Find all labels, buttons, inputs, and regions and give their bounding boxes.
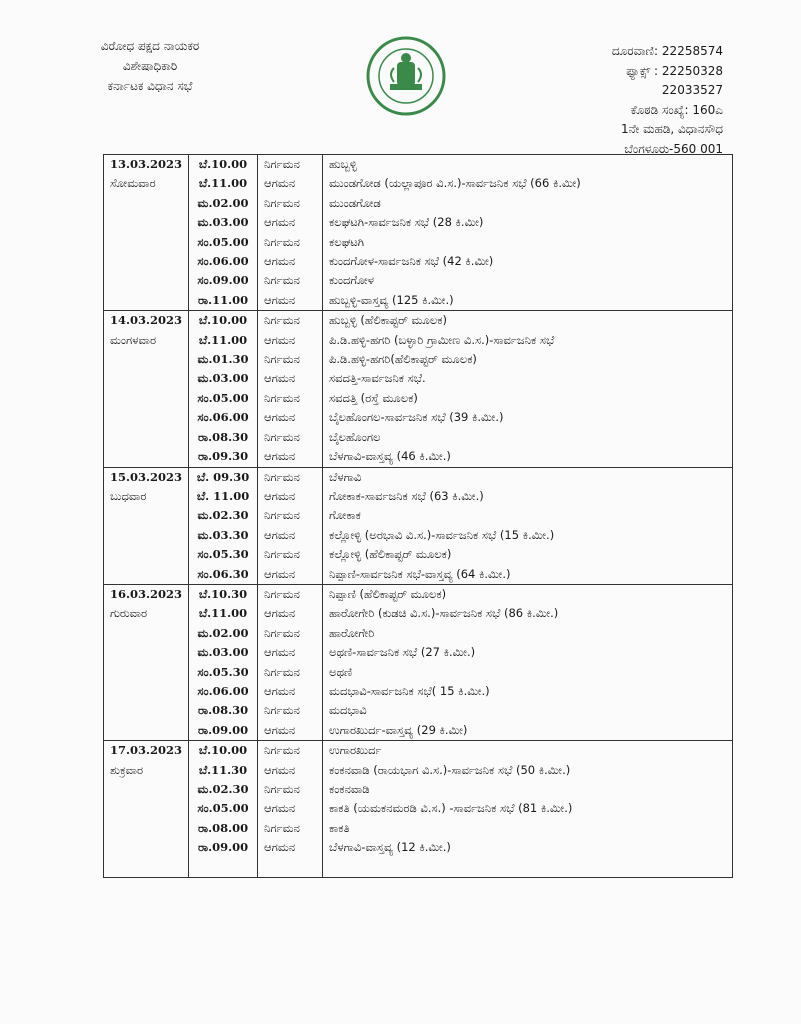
table-row	[104, 545, 733, 564]
table-row	[104, 838, 733, 857]
day-weekday: ಗುರುವಾರ	[104, 604, 189, 623]
date-cell	[104, 799, 189, 818]
date-cell	[104, 213, 189, 232]
date-cell	[104, 271, 189, 290]
place-cell: ಅಥಣಿ	[323, 663, 733, 682]
movement-type-cell: ನಿರ್ಗಮನ	[258, 311, 323, 331]
table-row	[104, 174, 733, 193]
office-header-left	[60, 36, 240, 96]
table-row	[104, 213, 733, 232]
time-cell: ಸಂ.05.30	[189, 663, 258, 682]
time-cell: ಸಂ.05.00	[189, 389, 258, 408]
time-cell: ಸಂ.09.00	[189, 271, 258, 290]
table-row	[104, 604, 733, 623]
table-row	[104, 819, 733, 838]
date-cell	[104, 819, 189, 838]
date-cell	[104, 350, 189, 369]
place-cell: ಮುಂಡಗೋಡ (ಯಲ್ಲಾಪೂರ ವಿ.ಸ.)-ಸಾರ್ವಜನಿಕ ಸಭೆ (66 ಕಿ.ಮೀ)	[323, 174, 733, 193]
movement-type-cell: ಆಗಮನ	[258, 761, 323, 780]
place-cell: ಸವದತ್ತಿ-ಸಾರ್ವಜನಿಕ ಸಭೆ.	[323, 369, 733, 388]
table-row	[104, 271, 733, 290]
place-cell: ನಿಪ್ಪಾಣಿ (ಹೆಲಿಕಾಪ್ಟರ್ ಮೂಲಕ)	[323, 584, 733, 604]
day-date: 14.03.2023	[104, 311, 189, 331]
time-cell: ರಾ.09.00	[189, 838, 258, 857]
time-cell	[189, 858, 258, 878]
place-cell: ಕುಂದಗೋಳ	[323, 271, 733, 290]
table-row	[104, 721, 733, 741]
place-cell: ಕಂಕನವಾಡಿ	[323, 780, 733, 799]
table-row	[104, 428, 733, 447]
time-cell: ರಾ.11.00	[189, 291, 258, 311]
time-cell: ಮ.02.30	[189, 780, 258, 799]
date-cell	[104, 780, 189, 799]
table-row	[104, 780, 733, 799]
office-line-3: ಕರ್ನಾಟಕ ವಿಧಾನ ಸಭೆ	[107, 79, 193, 93]
time-cell: ಬೆ.11.00	[189, 331, 258, 350]
place-cell: ಮದಭಾವಿ	[323, 701, 733, 720]
office-line-1: ವಿರೋಧ ಪಕ್ಷದ ನಾಯಕರ	[100, 39, 200, 53]
time-cell: ರಾ.08.30	[189, 428, 258, 447]
movement-type-cell: ಆಗಮನ	[258, 447, 323, 467]
movement-type-cell: ನಿರ್ಗಮನ	[258, 467, 323, 487]
time-cell: ಸಂ.05.00	[189, 799, 258, 818]
time-cell: ಮ.03.00	[189, 213, 258, 232]
time-cell: ರಾ.08.30	[189, 701, 258, 720]
day-weekday: ಬುಧವಾರ	[104, 487, 189, 506]
place-cell: ಬೈಲಹೊಂಗಲ	[323, 428, 733, 447]
movement-type-cell: ಆಗಮನ	[258, 565, 323, 585]
room-line: ಕೊಠಡಿ ಸಂಖ್ಯೆ: 160ಎ	[630, 102, 723, 117]
table-row	[104, 194, 733, 213]
place-cell: ಗೋಕಾಕ-ಸಾರ್ವಜನಿಕ ಸಭೆ (63 ಕಿ.ಮೀ.)	[323, 487, 733, 506]
day-date: 16.03.2023	[104, 584, 189, 604]
movement-type-cell	[258, 858, 323, 878]
movement-type-cell: ನಿರ್ಗಮನ	[258, 741, 323, 761]
contact-header-right	[503, 42, 723, 159]
place-cell: ಕಲ್ಲೋಳ್ಳಿ (ಅರಭಾವಿ ವಿ.ಸ.)-ಸಾರ್ವಜನಿಕ ಸಭೆ (15 ಕಿ.ಮೀ.)	[323, 526, 733, 545]
table-row	[104, 487, 733, 506]
place-cell: ಗೋಕಾಕ	[323, 506, 733, 525]
time-cell: ಬೆ. 11.00	[189, 487, 258, 506]
time-cell: ಮ.03.00	[189, 369, 258, 388]
time-cell: ಬೆ.10.30	[189, 584, 258, 604]
time-cell: ರಾ.09.00	[189, 721, 258, 741]
table-row	[104, 311, 733, 331]
time-cell: ರಾ.08.00	[189, 819, 258, 838]
table-row	[104, 663, 733, 682]
movement-type-cell: ಆಗಮನ	[258, 682, 323, 701]
movement-type-cell: ನಿರ್ಗಮನ	[258, 428, 323, 447]
table-row	[104, 369, 733, 388]
table-row	[104, 761, 733, 780]
time-cell: ರಾ.09.30	[189, 447, 258, 467]
table-row	[104, 682, 733, 701]
movement-type-cell: ನಿರ್ಗಮನ	[258, 819, 323, 838]
place-cell: ಹುಬ್ಬಳ್ಳಿ-ವಾಸ್ತವ್ಯ (125 ಕಿ.ಮೀ.)	[323, 291, 733, 311]
date-cell	[104, 408, 189, 427]
place-cell: ಕಂಕನವಾಡಿ (ರಾಯಭಾಗ ವಿ.ಸ.)-ಸಾರ್ವಜನಿಕ ಸಭೆ (50 ಕಿ.ಮೀ.)	[323, 761, 733, 780]
place-cell: ಸವದತ್ತಿ (ರಸ್ತೆ ಮೂಲಕ)	[323, 389, 733, 408]
date-cell	[104, 526, 189, 545]
movement-type-cell: ಆಗಮನ	[258, 291, 323, 311]
table-row	[104, 155, 733, 175]
movement-type-cell: ನಿರ್ಗಮನ	[258, 389, 323, 408]
movement-type-cell: ನಿರ್ಗಮನ	[258, 350, 323, 369]
place-cell: ಅಥಣಿ-ಸಾರ್ವಜನಿಕ ಸಭೆ (27 ಕಿ.ಮೀ.)	[323, 643, 733, 662]
place-cell: ನಿಪ್ಪಾಣಿ-ಸಾರ್ವಜನಿಕ ಸಭೆ-ವಾಸ್ತವ್ಯ (64 ಕಿ.ಮೀ.)	[323, 565, 733, 585]
place-cell: ಕಾಕತಿ	[323, 819, 733, 838]
date-cell	[104, 252, 189, 271]
date-cell	[104, 721, 189, 741]
movement-type-cell: ನಿರ್ಗಮನ	[258, 194, 323, 213]
place-cell: ಪಿ.ಡಿ.ಹಳ್ಳಿ-ಹಗರಿ(ಹೆಲಿಕಾಪ್ಟರ್ ಮೂಲಕ)	[323, 350, 733, 369]
table-row	[104, 741, 733, 761]
place-cell: ಉಗಾರಖುರ್ದ	[323, 741, 733, 761]
movement-type-cell: ಆಗಮನ	[258, 252, 323, 271]
movement-type-cell: ಆಗಮನ	[258, 487, 323, 506]
date-cell	[104, 389, 189, 408]
movement-type-cell: ನಿರ್ಗಮನ	[258, 545, 323, 564]
day-weekday: ಸೋಮವಾರ	[104, 174, 189, 193]
time-cell: ಸಂ.06.30	[189, 565, 258, 585]
date-cell	[104, 682, 189, 701]
date-cell	[104, 624, 189, 643]
table-row	[104, 331, 733, 350]
day-weekday: ಶುಕ್ರವಾರ	[104, 761, 189, 780]
time-cell: ಬೆ.11.00	[189, 174, 258, 193]
movement-type-cell: ನಿರ್ಗಮನ	[258, 701, 323, 720]
place-cell: ಹಾರೋಗೇರಿ	[323, 624, 733, 643]
movement-type-cell: ಆಗಮನ	[258, 213, 323, 232]
table-row	[104, 252, 733, 271]
time-cell: ಬೆ. 09.30	[189, 467, 258, 487]
movement-type-cell: ನಿರ್ಗಮನ	[258, 155, 323, 175]
date-cell	[104, 506, 189, 525]
movement-type-cell: ನಿರ್ಗಮನ	[258, 780, 323, 799]
date-cell	[104, 663, 189, 682]
table-row	[104, 858, 733, 878]
time-cell: ಸಂ.06.00	[189, 252, 258, 271]
place-cell: ಮದಭಾವಿ-ಸಾರ್ವಜನಿಕ ಸಭೆ( 15 ಕಿ.ಮೀ.)	[323, 682, 733, 701]
date-cell	[104, 233, 189, 252]
table-row	[104, 701, 733, 720]
place-cell	[323, 858, 733, 878]
date-cell	[104, 194, 189, 213]
time-cell: ಮ.02.00	[189, 624, 258, 643]
day-date: 17.03.2023	[104, 741, 189, 761]
table-row	[104, 565, 733, 585]
date-cell	[104, 428, 189, 447]
time-cell: ಸಂ.05.00	[189, 233, 258, 252]
date-cell	[104, 643, 189, 662]
fax-line-2: 22033527	[661, 83, 723, 97]
time-cell: ಬೆ.10.00	[189, 311, 258, 331]
place-cell: ಉಗಾರಖುರ್ದ-ವಾಸ್ತವ್ಯ (29 ಕಿ.ಮೀ)	[323, 721, 733, 741]
day-weekday: ಮಂಗಳವಾರ	[104, 331, 189, 350]
date-cell	[104, 701, 189, 720]
time-cell: ಬೆ.11.00	[189, 604, 258, 623]
movement-type-cell: ಆಗಮನ	[258, 331, 323, 350]
movement-type-cell: ನಿರ್ಗಮನ	[258, 584, 323, 604]
date-cell	[104, 369, 189, 388]
place-cell: ಕಲಘಟಗಿ-ಸಾರ್ವಜನಿಕ ಸಭೆ (28 ಕಿ.ಮೀ)	[323, 213, 733, 232]
day-date: 13.03.2023	[104, 155, 189, 175]
table-row	[104, 291, 733, 311]
table-row	[104, 584, 733, 604]
time-cell: ಬೆ.10.00	[189, 741, 258, 761]
time-cell: ಸಂ.05.30	[189, 545, 258, 564]
date-cell	[104, 565, 189, 585]
date-cell	[104, 545, 189, 564]
place-cell: ಬೆಳಗಾವಿ-ವಾಸ್ತವ್ಯ (46 ಕಿ.ಮೀ.)	[323, 447, 733, 467]
table-row	[104, 526, 733, 545]
phone-line: ದೂರವಾಣಿ: 22258574	[611, 44, 723, 58]
place-cell: ಬೈಲಹೊಂಗಲ-ಸಾರ್ವಜನಿಕ ಸಭೆ (39 ಕಿ.ಮೀ.)	[323, 408, 733, 427]
office-line-2: ವಿಶೇಷಾಧಿಕಾರಿ	[122, 59, 178, 73]
movement-type-cell: ಆಗಮನ	[258, 526, 323, 545]
movement-type-cell: ಆಗಮನ	[258, 799, 323, 818]
table-row	[104, 350, 733, 369]
movement-type-cell: ಆಗಮನ	[258, 604, 323, 623]
time-cell: ಮ.01.30	[189, 350, 258, 369]
movement-type-cell: ನಿರ್ಗಮನ	[258, 506, 323, 525]
time-cell: ಮ.03.30	[189, 526, 258, 545]
place-cell: ಕಲ್ಲೋಳ್ಳಿ (ಹೆಲಿಕಾಪ್ಟರ್ ಮೂಲಕ)	[323, 545, 733, 564]
day-date: 15.03.2023	[104, 467, 189, 487]
place-cell: ಹುಬ್ಬಳ್ಳಿ (ಹೆಲಿಕಾಪ್ಟರ್ ಮೂಲಕ)	[323, 311, 733, 331]
table-row	[104, 643, 733, 662]
place-cell: ಹಾರೋಗೇರಿ (ಕುಡಚಿ ವಿ.ಸ.)-ಸಾರ್ವಜನಿಕ ಸಭೆ (86 ಕಿ.ಮೀ.)	[323, 604, 733, 623]
movement-type-cell: ಆಗಮನ	[258, 838, 323, 857]
schedule-table	[103, 154, 733, 878]
movement-type-cell: ಆಗಮನ	[258, 721, 323, 741]
time-cell: ಬೆ.10.00	[189, 155, 258, 175]
floor-line: 1ನೇ ಮಹಡಿ, ವಿಧಾನಸೌಧ	[621, 122, 723, 136]
movement-type-cell: ಆಗಮನ	[258, 408, 323, 427]
city-line: ಬೆಂಗಳೂರು-560 001	[624, 141, 723, 156]
time-cell: ಮ.02.00	[189, 194, 258, 213]
table-row	[104, 506, 733, 525]
movement-type-cell: ಆಗಮನ	[258, 643, 323, 662]
time-cell: ಮ.02.30	[189, 506, 258, 525]
movement-type-cell: ಆಗಮನ	[258, 174, 323, 193]
table-row	[104, 447, 733, 467]
movement-type-cell: ಆಗಮನ	[258, 369, 323, 388]
table-row	[104, 467, 733, 487]
date-cell	[104, 447, 189, 467]
movement-type-cell: ನಿರ್ಗಮನ	[258, 271, 323, 290]
movement-type-cell: ನಿರ್ಗಮನ	[258, 233, 323, 252]
movement-type-cell: ನಿರ್ಗಮನ	[258, 624, 323, 643]
table-row	[104, 624, 733, 643]
place-cell: ಬೆಳಗಾವಿ-ವಾಸ್ತವ್ಯ (12 ಕಿ.ಮೀ.)	[323, 838, 733, 857]
time-cell: ಬೆ.11.30	[189, 761, 258, 780]
place-cell: ಕಾಕತಿ (ಯಮಕನಮರಡಿ ವಿ.ಸ.) -ಸಾರ್ವಜನಿಕ ಸಭೆ (81 ಕಿ.ಮೀ.)	[323, 799, 733, 818]
table-row	[104, 408, 733, 427]
date-cell	[104, 838, 189, 857]
table-row	[104, 233, 733, 252]
place-cell: ಹುಬ್ಬಳ್ಳಿ	[323, 155, 733, 175]
movement-type-cell: ನಿರ್ಗಮನ	[258, 663, 323, 682]
fax-line: ಫ್ಯಾಕ್ಸ್ : 22250328	[626, 63, 723, 78]
time-cell: ಮ.03.00	[189, 643, 258, 662]
time-cell: ಸಂ.06.00	[189, 682, 258, 701]
time-cell: ಸಂ.06.00	[189, 408, 258, 427]
place-cell: ಮುಂಡಗೋಡ	[323, 194, 733, 213]
place-cell: ಪಿ.ಡಿ.ಹಳ್ಳಿ-ಹಗರಿ (ಬಳ್ಳಾರಿ ಗ್ರಾಮೀಣ ವಿ.ಸ.)-ಸಾರ್ವಜನಿಕ ಸಭೆ	[323, 331, 733, 350]
table-row	[104, 389, 733, 408]
place-cell: ಬೆಳಗಾವಿ	[323, 467, 733, 487]
place-cell: ಕುಂದಗೋಳ-ಸಾರ್ವಜನಿಕ ಸಭೆ (42 ಕಿ.ಮೀ)	[323, 252, 733, 271]
karnataka-emblem-icon	[364, 34, 448, 118]
date-cell	[104, 291, 189, 311]
date-cell	[104, 858, 189, 878]
table-row	[104, 799, 733, 818]
place-cell: ಕಲಘಟಗಿ	[323, 233, 733, 252]
